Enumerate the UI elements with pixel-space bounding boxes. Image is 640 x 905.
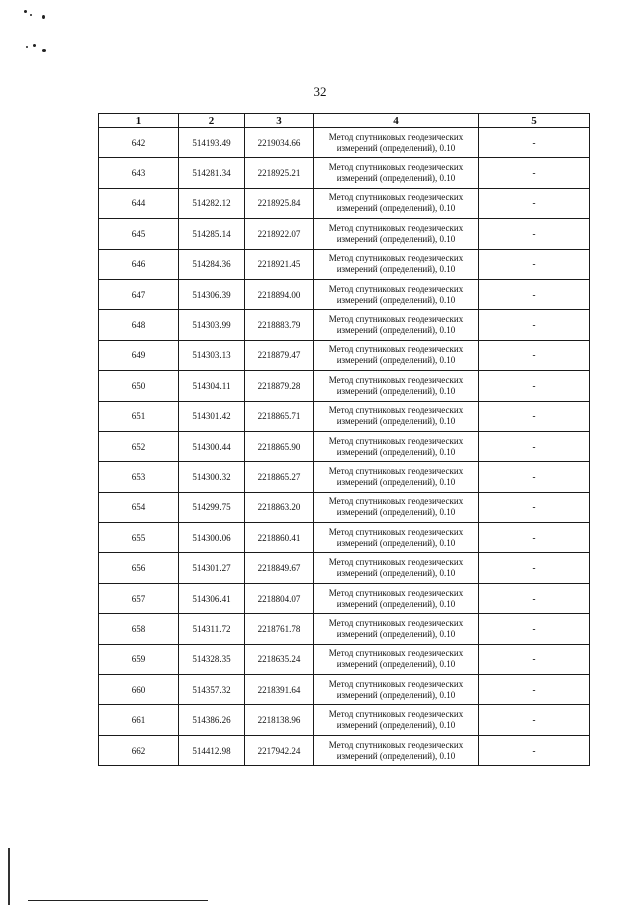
point-number-cell: 649 [99, 340, 179, 370]
method-text-line-2: измерений (определений), 0.10 [336, 385, 456, 396]
column-5-cell: - [479, 553, 590, 583]
column-5-cell: - [479, 705, 590, 735]
method-text-line-1: Метод спутниковых геодезических [328, 435, 464, 446]
method-text-line-1: Метод спутниковых геодезических [328, 678, 464, 689]
column-5-cell: - [479, 279, 590, 309]
method-text-line-1: Метод спутниковых геодезических [328, 526, 464, 537]
point-number-cell: 662 [99, 735, 179, 765]
method-cell [314, 462, 479, 492]
y-coordinate-cell: 2218761.78 [245, 614, 314, 644]
method-text-line-2: измерений (определений), 0.10 [336, 568, 456, 579]
point-number-cell: 659 [99, 644, 179, 674]
header-col-2: 2 [179, 114, 245, 128]
method-text-line-2: измерений (определений), 0.10 [336, 537, 456, 548]
table-row [99, 128, 590, 158]
point-number-cell: 661 [99, 705, 179, 735]
scan-speck [42, 49, 46, 52]
method-cell [314, 188, 479, 218]
method-text-line-2: измерений (определений), 0.10 [336, 264, 456, 275]
table-row [99, 188, 590, 218]
x-coordinate-cell: 514301.27 [179, 553, 245, 583]
table-row [99, 462, 590, 492]
method-text-line-1: Метод спутниковых геодезических [328, 587, 464, 598]
column-5-cell: - [479, 219, 590, 249]
y-coordinate-cell: 2218879.28 [245, 371, 314, 401]
x-coordinate-cell: 514193.49 [179, 128, 245, 158]
method-text-line-1: Метод спутниковых геодезических [328, 222, 464, 233]
point-number-cell: 648 [99, 310, 179, 340]
y-coordinate-cell: 2218391.64 [245, 675, 314, 705]
footnote-rule [28, 900, 208, 901]
column-5-cell: - [479, 188, 590, 218]
scan-speck [24, 10, 27, 13]
y-coordinate-cell: 2218804.07 [245, 583, 314, 613]
header-col-3: 3 [245, 114, 314, 128]
method-text-line-2: измерений (определений), 0.10 [336, 355, 456, 366]
table-body [99, 128, 590, 766]
column-5-cell: - [479, 401, 590, 431]
y-coordinate-cell: 2218863.20 [245, 492, 314, 522]
method-text-line-2: измерений (определений), 0.10 [336, 173, 456, 184]
column-5-cell: - [479, 431, 590, 461]
method-text-line-1: Метод спутниковых геодезических [328, 374, 464, 385]
method-text-line-2: измерений (определений), 0.10 [336, 416, 456, 427]
method-cell [314, 279, 479, 309]
column-5-cell: - [479, 644, 590, 674]
x-coordinate-cell: 514300.06 [179, 523, 245, 553]
y-coordinate-cell: 2219034.66 [245, 128, 314, 158]
x-coordinate-cell: 514299.75 [179, 492, 245, 522]
table-row [99, 614, 590, 644]
x-coordinate-cell: 514303.13 [179, 340, 245, 370]
table-row [99, 371, 590, 401]
column-5-cell: - [479, 249, 590, 279]
method-cell [314, 219, 479, 249]
table-row [99, 735, 590, 765]
column-5-cell: - [479, 735, 590, 765]
table-row [99, 249, 590, 279]
point-number-cell: 655 [99, 523, 179, 553]
method-cell [314, 705, 479, 735]
method-text-line-2: измерений (определений), 0.10 [336, 689, 456, 700]
method-text-line-2: измерений (определений), 0.10 [336, 507, 456, 518]
method-text-line-1: Метод спутниковых геодезических [328, 283, 464, 294]
method-text-line-2: измерений (определений), 0.10 [336, 294, 456, 305]
column-5-cell: - [479, 158, 590, 188]
point-number-cell: 646 [99, 249, 179, 279]
x-coordinate-cell: 514311.72 [179, 614, 245, 644]
method-text-line-1: Метод спутниковых геодезических [328, 162, 464, 173]
method-text-line-2: измерений (определений), 0.10 [336, 720, 456, 731]
table-row [99, 523, 590, 553]
x-coordinate-cell: 514281.34 [179, 158, 245, 188]
method-text-line-1: Метод спутниковых геодезических [328, 465, 464, 476]
column-5-cell: - [479, 492, 590, 522]
point-number-cell: 658 [99, 614, 179, 644]
method-cell [314, 249, 479, 279]
y-coordinate-cell: 2218925.84 [245, 188, 314, 218]
method-cell [314, 735, 479, 765]
column-5-cell: - [479, 371, 590, 401]
method-cell [314, 371, 479, 401]
method-text-line-1: Метод спутниковых геодезических [328, 557, 464, 568]
column-5-cell: - [479, 523, 590, 553]
table-row [99, 340, 590, 370]
table-row [99, 219, 590, 249]
scan-speck [30, 14, 32, 16]
y-coordinate-cell: 2218925.21 [245, 158, 314, 188]
method-text-line-2: измерений (определений), 0.10 [336, 446, 456, 457]
point-number-cell: 651 [99, 401, 179, 431]
x-coordinate-cell: 514282.12 [179, 188, 245, 218]
method-text-line-1: Метод спутниковых геодезических [328, 739, 464, 750]
method-cell [314, 158, 479, 188]
method-text-line-2: измерений (определений), 0.10 [336, 750, 456, 761]
column-5-cell: - [479, 462, 590, 492]
x-coordinate-cell: 514300.32 [179, 462, 245, 492]
method-cell [314, 310, 479, 340]
table-row [99, 644, 590, 674]
header-col-5: 5 [479, 114, 590, 128]
header-col-1: 1 [99, 114, 179, 128]
y-coordinate-cell: 2218635.24 [245, 644, 314, 674]
method-cell [314, 340, 479, 370]
y-coordinate-cell: 2218879.47 [245, 340, 314, 370]
header-col-4: 4 [314, 114, 479, 128]
y-coordinate-cell: 2218865.27 [245, 462, 314, 492]
column-5-cell: - [479, 310, 590, 340]
x-coordinate-cell: 514386.26 [179, 705, 245, 735]
method-text-line-2: измерений (определений), 0.10 [336, 659, 456, 670]
column-5-cell: - [479, 614, 590, 644]
point-number-cell: 652 [99, 431, 179, 461]
method-text-line-1: Метод спутниковых геодезических [328, 344, 464, 355]
method-text-line-2: измерений (определений), 0.10 [336, 325, 456, 336]
method-cell [314, 675, 479, 705]
table-row [99, 310, 590, 340]
y-coordinate-cell: 2218921.45 [245, 249, 314, 279]
y-coordinate-cell: 2218865.71 [245, 401, 314, 431]
method-text-line-2: измерений (определений), 0.10 [336, 142, 456, 153]
method-text-line-1: Метод спутниковых геодезических [328, 253, 464, 264]
scan-edge-line [8, 848, 10, 905]
point-number-cell: 657 [99, 583, 179, 613]
y-coordinate-cell: 2218865.90 [245, 431, 314, 461]
point-number-cell: 645 [99, 219, 179, 249]
x-coordinate-cell: 514412.98 [179, 735, 245, 765]
y-coordinate-cell: 2217942.24 [245, 735, 314, 765]
method-text-line-1: Метод спутниковых геодезических [328, 496, 464, 507]
point-number-cell: 643 [99, 158, 179, 188]
point-number-cell: 647 [99, 279, 179, 309]
method-text-line-1: Метод спутниковых геодезических [328, 131, 464, 142]
method-cell [314, 523, 479, 553]
table-row [99, 553, 590, 583]
table-row [99, 401, 590, 431]
method-cell [314, 614, 479, 644]
y-coordinate-cell: 2218860.41 [245, 523, 314, 553]
method-text-line-2: измерений (определений), 0.10 [336, 598, 456, 609]
point-number-cell: 660 [99, 675, 179, 705]
x-coordinate-cell: 514304.11 [179, 371, 245, 401]
x-coordinate-cell: 514306.41 [179, 583, 245, 613]
coordinates-table [98, 113, 590, 766]
method-cell [314, 431, 479, 461]
method-cell [314, 401, 479, 431]
method-cell [314, 553, 479, 583]
column-5-cell: - [479, 583, 590, 613]
method-cell [314, 644, 479, 674]
table-row [99, 583, 590, 613]
method-text-line-1: Метод спутниковых геодезических [328, 405, 464, 416]
table-header-row [99, 114, 590, 128]
scan-speck [33, 44, 36, 47]
column-5-cell: - [479, 340, 590, 370]
method-text-line-2: измерений (определений), 0.10 [336, 476, 456, 487]
table-row [99, 279, 590, 309]
x-coordinate-cell: 514300.44 [179, 431, 245, 461]
table-row [99, 158, 590, 188]
point-number-cell: 642 [99, 128, 179, 158]
point-number-cell: 644 [99, 188, 179, 218]
y-coordinate-cell: 2218138.96 [245, 705, 314, 735]
table-row [99, 675, 590, 705]
column-5-cell: - [479, 675, 590, 705]
point-number-cell: 654 [99, 492, 179, 522]
x-coordinate-cell: 514284.36 [179, 249, 245, 279]
table-row [99, 492, 590, 522]
point-number-cell: 653 [99, 462, 179, 492]
page-number: 32 [313, 84, 327, 99]
y-coordinate-cell: 2218922.07 [245, 219, 314, 249]
table-row [99, 431, 590, 461]
x-coordinate-cell: 514328.35 [179, 644, 245, 674]
x-coordinate-cell: 514301.42 [179, 401, 245, 431]
method-text-line-1: Метод спутниковых геодезических [328, 192, 464, 203]
method-text-line-2: измерений (определений), 0.10 [336, 233, 456, 244]
column-5-cell: - [479, 128, 590, 158]
y-coordinate-cell: 2218894.00 [245, 279, 314, 309]
point-number-cell: 656 [99, 553, 179, 583]
x-coordinate-cell: 514303.99 [179, 310, 245, 340]
x-coordinate-cell: 514285.14 [179, 219, 245, 249]
method-text-line-1: Метод спутниковых геодезических [328, 617, 464, 628]
method-text-line-1: Метод спутниковых геодезических [328, 709, 464, 720]
method-text-line-2: измерений (определений), 0.10 [336, 203, 456, 214]
method-cell [314, 492, 479, 522]
method-cell [314, 583, 479, 613]
y-coordinate-cell: 2218883.79 [245, 310, 314, 340]
y-coordinate-cell: 2218849.67 [245, 553, 314, 583]
point-number-cell: 650 [99, 371, 179, 401]
method-cell [314, 128, 479, 158]
method-text-line-2: измерений (определений), 0.10 [336, 628, 456, 639]
method-text-line-1: Метод спутниковых геодезических [328, 314, 464, 325]
table-row [99, 705, 590, 735]
x-coordinate-cell: 514306.39 [179, 279, 245, 309]
scan-speck [42, 15, 45, 19]
scan-speck [26, 46, 28, 48]
method-text-line-1: Метод спутниковых геодезических [328, 648, 464, 659]
x-coordinate-cell: 514357.32 [179, 675, 245, 705]
